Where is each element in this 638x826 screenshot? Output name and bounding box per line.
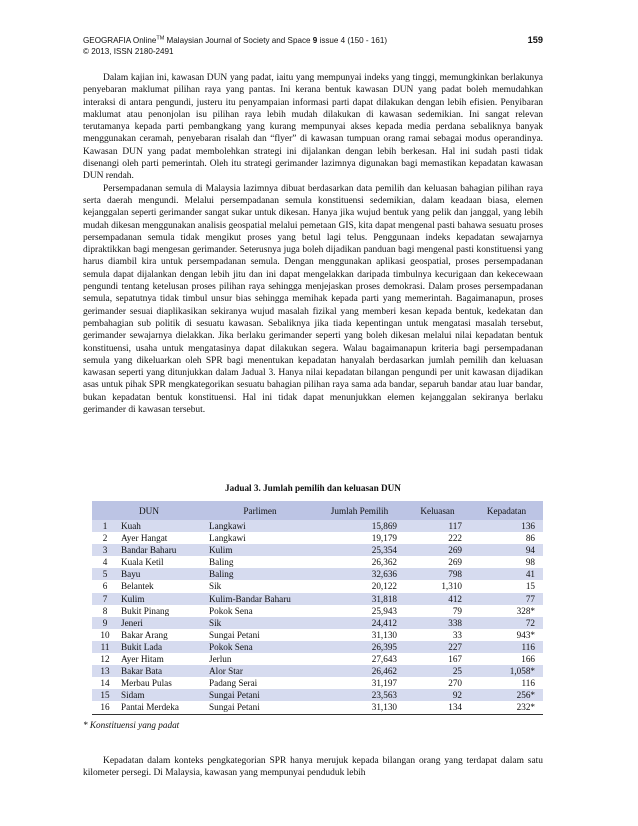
table-footnote: * Konstituensi yang padat — [83, 720, 180, 730]
cell-dun: Bukit Lada — [118, 641, 206, 653]
table-row — [92, 556, 543, 568]
header-parlimen: Parlimen — [206, 501, 314, 520]
cell-parlimen: Kulim — [206, 544, 314, 556]
cell-kepadatan: 1,058* — [470, 665, 543, 677]
cell-kepadatan: 94 — [470, 544, 543, 556]
cell-number: 6 — [102, 581, 108, 592]
table-row — [92, 617, 543, 629]
cell-keluasan: 798 — [405, 568, 470, 580]
cell-kepadatan: 41 — [470, 568, 543, 580]
cell-jumlah-pemilih: 31,130 — [371, 629, 397, 640]
cell-dun: Bayu — [118, 568, 206, 580]
cell-jumlah-pemilih: 19,179 — [371, 533, 397, 544]
cell-keluasan: 33 — [452, 629, 462, 640]
header-dun: DUN — [92, 501, 206, 520]
cell-keluasan: 117 — [405, 520, 470, 532]
header-keluasan: Keluasan — [405, 501, 470, 520]
cell-parlimen: Langkawi — [206, 520, 314, 532]
table-header-row — [92, 501, 543, 520]
cell-number: 14 — [100, 678, 110, 689]
cell-jumlah-pemilih: 32,636 — [314, 568, 405, 580]
cell-number: 12 — [100, 654, 110, 665]
cell-parlimen: Kulim-Bandar Baharu — [206, 593, 314, 605]
cell-keluasan: 79 — [452, 605, 462, 616]
closing-text — [83, 755, 543, 780]
table-row — [92, 532, 543, 544]
cell-parlimen: Sik — [209, 581, 222, 592]
cell-jumlah-pemilih: 26,395 — [314, 641, 405, 653]
table-row — [92, 665, 543, 677]
journal-name: GEOGRAFIA Online — [83, 36, 157, 45]
cell-dun: Jeneri — [118, 617, 206, 629]
cell-dun: Merbau Pulas — [121, 678, 172, 689]
cell-parlimen: Padang Serai — [209, 678, 258, 689]
header-kepadatan: Kepadatan — [470, 501, 543, 520]
table-row — [92, 629, 543, 641]
journal-subtitle: Malaysian Journal of Society and Space — [164, 36, 313, 45]
cell-parlimen: Baling — [206, 568, 314, 580]
table-row — [92, 701, 543, 714]
cell-dun: Bakar Bata — [118, 665, 206, 677]
cell-dun: Ayer Hitam — [121, 654, 164, 665]
cell-jumlah-pemilih: 31,818 — [314, 593, 405, 605]
cell-kepadatan: 256* — [470, 689, 543, 701]
cell-number: 1 — [92, 520, 118, 532]
cell-parlimen: Jerlun — [209, 654, 232, 665]
cell-kepadatan: 98 — [525, 557, 535, 568]
journal-line — [83, 35, 543, 46]
paragraph-3: Kepadatan dalam konteks pengkategorian SPR hanya merujuk kepada bilangan orang yang terdapat dalam satu kilometer persegi. Di Malaysia, kawasan yang mempunyai penduduk lebih — [83, 756, 543, 779]
cell-keluasan: 412 — [405, 593, 470, 605]
cell-jumlah-pemilih: 27,643 — [371, 654, 397, 665]
paragraph-1: Dalam kajian ini, kawasan DUN yang padat, iaitu yang mempunyai indeks yang tinggi, memungkinkan berlakunya penyebaran maklumat pilihan raya yang pantas. Ini kerana bentuk kawasan DUN yang padat boleh memudahkan interaksi di antara pengundi, justeru itu penyampaian informasi parti dapat dilakukan dengan lebih efisien. Penyibaran maklumat atau penonjolan isu pilihan raya lebih mudah dilakukan di kawasan sedemikian. Ini sangat relevan terutamanya kepada parti pembangkang yang kurang mempunyai akses kepada media perdana sebaliknya banyak menggunakan ceramah, penyebaran risalah dan “flyer” di kawasan tumpuan orang ramai sebagai modus operandinya. Kawasan DUN yang padat membolehkan strategi ini dijalankan dengan lebih berkesan. Hal ini sudah pasti tidak disenangi oleh parti pemerintah. Oleh itu strategi gerimander lazimnya digunakan bagi memastikan kepadatan kawasan DUN rendah. — [83, 73, 543, 182]
cell-number: 5 — [92, 568, 118, 580]
cell-kepadatan: 943* — [516, 629, 535, 640]
cell-keluasan: 1,310 — [441, 581, 462, 592]
table-row — [92, 641, 543, 653]
cell-jumlah-pemilih: 31,130 — [314, 701, 405, 714]
cell-parlimen: Pokok Sena — [206, 641, 314, 653]
table-body — [92, 520, 543, 714]
cell-number: 11 — [92, 641, 118, 653]
paragraph-2: Persempadanan semula di Malaysia lazimnya dibuat berdasarkan data pemilih dan keluasan bahagian pilihan raya serta daerah mengundi. Melalui persempadanan semula konstituensi sedemikian, dalam keadaan biasa, elemen kejanggalan seperti gerimander sangat sukar untuk dikesan. Hanya jika wujud bentuk yang pelik dan janggal, yang lebih mudah dikesan menggunakan analisis geospatial melalui pemetaan GIS, kita dapat mengenal pasti bahawa sesuatu proses persempadanan semula tidak mengikut proses yang betul lagi telus. Penggunaan indeks kepadatan sewajarnya dipraktikkan bagi mengesan gerimander. Seterusnya juga boleh dijadikan panduan bagi mengenal pasti konstituensi yang harus diambil kira untuk persempadanan semula. Dengan menggunakan aplikasi geospatial, proses persempadanan semula dapat dijalankan dengan lebih jitu dan ini dapat mengelakkan daripada timbulnya kecurigaan dan kekecewaan pengundi tentang ketelusan proses pilihan raya sehingga menjejaskan proses demokrasi. Dalam proses persempadanan semula, sepatutnya tidak timbul unsur bias sehingga memihak kepada parti yang memerintah. Bagaimanapun, proses gerimander sesuai diaplikasikan sekiranya wujud masalah fizikal yang memberi kesan kepada bentuk, kedekatan dan pembahagian sub politik di sesuatu kawasan. Sebaliknya jika tiada kepentingan untuk mengatasi masalah tersebut, gerimander sewajarnya dielakkan. Jika berlaku gerimander seperti yang boleh dikesan melalui nilai kepadatan bentuk konstituensi, usaha untuk mengatasinya dapat dilakukan segera. Walau bagaimanapun kriteria bagi persempadanan semula yang dikeluarkan oleh SPR bagi menentukan kepadatan hanyalah berdasarkan jumlah pemilih dan keluasan kawasan seperti yang ditunjukkan dalam Jadual 3. Hanya nilai kepadatan bilangan pengundi per unit kawasan dijadikan asas untuk pihak SPR mengkategorikan sesuatu bahagian pilihan raya sama ada bandar, separuh bandar atau luar bandar, bukan kepadatan bentuk konstituensi. Hal ini tidak dapat menunjukkan elemen kejanggalan sekiranya berlaku gerimander di kawasan tersebut. — [83, 183, 543, 416]
volume-number: 9 — [312, 36, 318, 45]
table-row — [92, 605, 543, 617]
cell-parlimen: Sik — [206, 617, 314, 629]
cell-number: 15 — [92, 689, 118, 701]
table-row — [92, 568, 543, 580]
cell-parlimen: Baling — [209, 557, 234, 568]
cell-parlimen: Alor Star — [206, 665, 314, 677]
cell-kepadatan: 72 — [470, 617, 543, 629]
cell-parlimen: Sungai Petani — [206, 701, 314, 714]
cell-parlimen: Langkawi — [209, 533, 246, 544]
cell-keluasan: 270 — [448, 678, 462, 689]
cell-number: 13 — [92, 665, 118, 677]
cell-kepadatan: 116 — [521, 678, 535, 689]
table-row — [92, 580, 543, 592]
cell-number: 16 — [92, 701, 118, 714]
cell-jumlah-pemilih: 25,354 — [314, 544, 405, 556]
header-jumlah-pemilih: Jumlah Pemilih — [314, 501, 405, 520]
cell-kepadatan: 328* — [516, 605, 535, 616]
cell-number: 8 — [102, 605, 108, 616]
cell-parlimen: Pokok Sena — [209, 605, 253, 616]
cell-number: 10 — [100, 629, 110, 640]
cell-keluasan: 338 — [405, 617, 470, 629]
cell-dun: Bakar Arang — [121, 629, 168, 640]
cell-dun: Bandar Baharu — [118, 544, 206, 556]
issue-info: issue 4 (150 - 161) — [317, 36, 388, 45]
cell-number: 2 — [102, 533, 108, 544]
cell-jumlah-pemilih: 24,412 — [314, 617, 405, 629]
cell-kepadatan: 136 — [470, 520, 543, 532]
cell-jumlah-pemilih: 15,869 — [314, 520, 405, 532]
table-row — [92, 677, 543, 689]
cell-dun: Pantai Merdeka — [118, 701, 206, 714]
table-row — [92, 593, 543, 605]
cell-number: 3 — [92, 544, 118, 556]
cell-dun: Sidam — [118, 689, 206, 701]
cell-dun: Kulim — [118, 593, 206, 605]
cell-jumlah-pemilih: 20,122 — [371, 581, 397, 592]
cell-kepadatan: 15 — [525, 581, 535, 592]
cell-jumlah-pemilih: 31,197 — [371, 678, 397, 689]
cell-dun: Kuala Ketil — [121, 557, 164, 568]
copyright-line: © 2013, ISSN 2180-2491 — [83, 47, 174, 56]
cell-jumlah-pemilih: 23,563 — [314, 689, 405, 701]
electorate-table — [92, 501, 543, 715]
cell-kepadatan: 166 — [521, 654, 535, 665]
cell-keluasan: 269 — [448, 557, 462, 568]
trademark-superscript: TM — [156, 35, 165, 42]
cell-keluasan: 269 — [405, 544, 470, 556]
table-row — [92, 520, 543, 532]
cell-number: 7 — [92, 593, 118, 605]
cell-dun: Ayer Hangat — [121, 533, 168, 544]
cell-keluasan: 222 — [448, 533, 462, 544]
cell-dun: Bukit Pinang — [121, 605, 170, 616]
cell-keluasan: 134 — [405, 701, 470, 714]
cell-jumlah-pemilih: 26,462 — [314, 665, 405, 677]
cell-dun: Belantek — [121, 581, 154, 592]
cell-number: 9 — [92, 617, 118, 629]
body-text — [83, 72, 543, 416]
cell-kepadatan: 77 — [470, 593, 543, 605]
table-caption: Jadual 3. Jumlah pemilih dan keluasan DUN — [225, 483, 401, 493]
cell-keluasan: 227 — [405, 641, 470, 653]
cell-jumlah-pemilih: 26,362 — [371, 557, 397, 568]
cell-number: 4 — [102, 557, 108, 568]
cell-keluasan: 167 — [448, 654, 462, 665]
running-header — [83, 35, 543, 57]
cell-kepadatan: 232* — [470, 701, 543, 714]
table-row — [92, 689, 543, 701]
cell-keluasan: 92 — [405, 689, 470, 701]
cell-kepadatan: 116 — [470, 641, 543, 653]
cell-parlimen: Sungai Petani — [206, 689, 314, 701]
cell-jumlah-pemilih: 25,943 — [371, 605, 397, 616]
table-row — [92, 653, 543, 665]
cell-kepadatan: 86 — [525, 533, 535, 544]
page-number: 159 — [527, 35, 543, 45]
table-row — [92, 544, 543, 556]
cell-dun: Kuah — [118, 520, 206, 532]
cell-parlimen: Sungai Petani — [209, 629, 260, 640]
cell-keluasan: 25 — [405, 665, 470, 677]
